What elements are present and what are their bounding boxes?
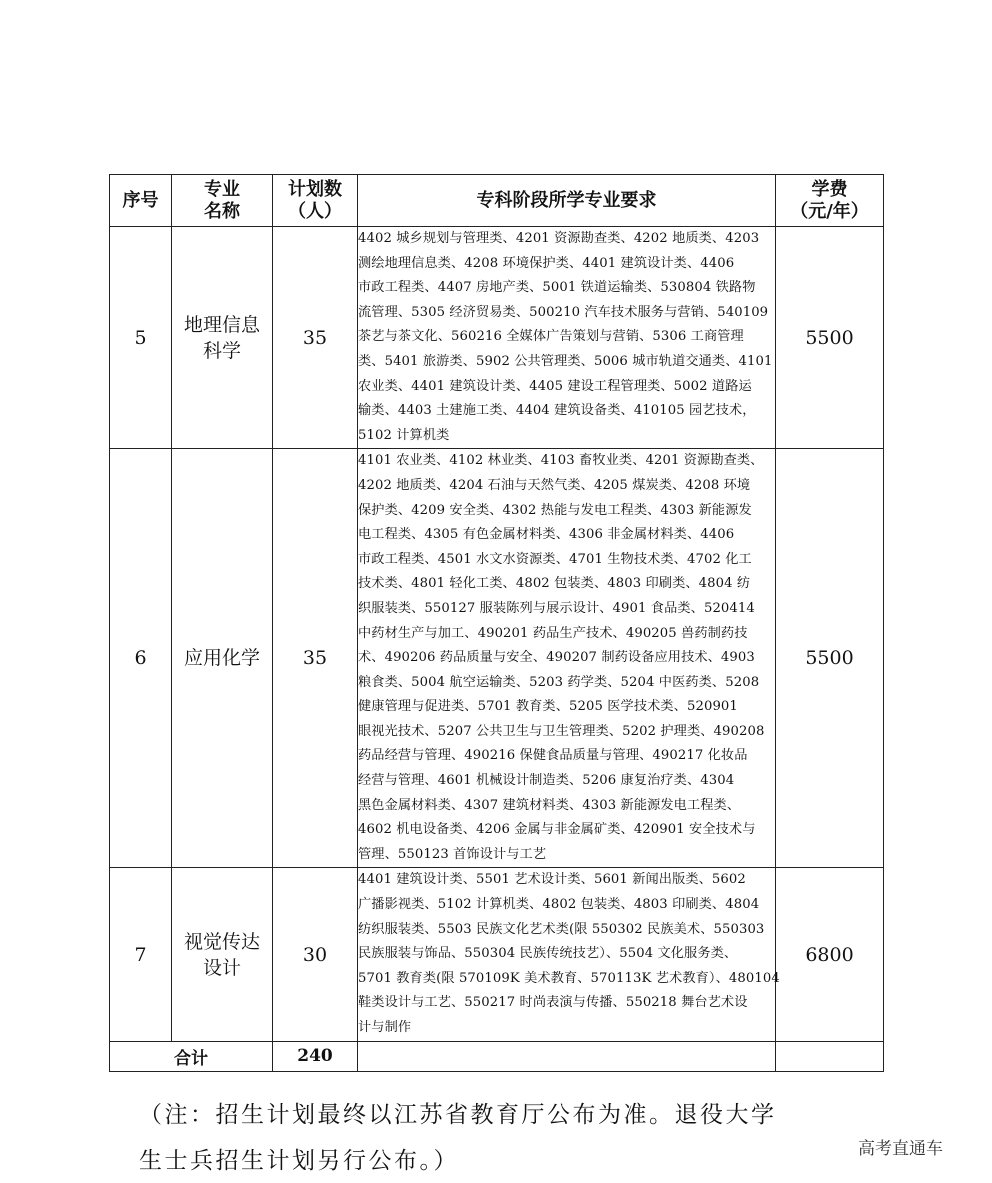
req-line: 4202 地质类、4204 石油与天然气类、4205 煤炭类、4208 环境 (358, 477, 751, 493)
req-line: 4101 农业类、4102 林业类、4103 畜牧业类、4201 资源勘查类、 (358, 453, 764, 469)
req-line: 技术类、4801 轻化工类、4802 包装类、4803 印刷类、4804 纺 (358, 576, 751, 592)
req-line: 输类、4403 土建施工类、4404 建筑设备类、410105 园艺技术， (358, 403, 756, 419)
req-line: 术、490206 药品质量与安全、490207 制药设备应用技术、4903 (358, 650, 755, 666)
row-major (172, 227, 273, 449)
table-row (110, 868, 884, 1041)
req-line: 计与制作 (358, 1020, 412, 1035)
row-no: 5 (110, 227, 172, 449)
table-row (110, 449, 884, 868)
row-major-line2: 科学 (202, 339, 241, 362)
req-line: 茶艺与茶文化、560216 全媒体广告策划与营销、5306 工商管理 (358, 329, 744, 345)
header-fee (776, 175, 884, 227)
header-major (172, 175, 273, 227)
note-line1: （注：招生计划最终以江苏省教育厅公布为准。退役大学 (139, 1102, 777, 1128)
header-major-line2: 名称 (204, 200, 240, 222)
req-line: 4401 建筑设计类、5501 艺术设计类、5601 新闻出版类、5602 (358, 872, 746, 888)
req-line: 4402 城乡规划与管理类、4201 资源勘查类、4202 地质类、4203 (358, 231, 760, 246)
req-line: 4602 机电设备类、4206 金属与非金属矿类、420901 安全技术与 (358, 822, 756, 838)
req-line: 广播影视类、5102 计算机类、4802 包装类、4803 印刷类、4804 (358, 897, 760, 913)
req-line: 5102 计算机类 (358, 427, 450, 443)
row-major-line1: 视觉传达 (183, 930, 260, 953)
note-line2: 生士兵招生计划另行公布。） (139, 1148, 459, 1174)
header-fee-line1: 学费 (811, 178, 848, 200)
row-major-line2: 设计 (202, 956, 241, 979)
req-line: 市政工程类、4407 房地产类、5001 铁道运输类、530804 铁路物 (358, 280, 756, 296)
row-requirements (358, 868, 780, 1041)
req-line: 市政工程类、4501 水文水资源类、4701 生物技术类、4702 化工 (358, 551, 752, 567)
row-major (172, 868, 273, 1041)
row-plan: 35 (273, 449, 358, 868)
table-row (110, 227, 884, 449)
req-line: 眼视光技术、5207 公共卫生与卫生管理类、5202 护理类、490208 (358, 723, 765, 739)
total-empty-cell (776, 1041, 884, 1071)
row-no: 7 (110, 868, 172, 1041)
header-requirement: 专科阶段所学专业要求 (358, 175, 776, 227)
header-plan (273, 175, 358, 227)
total-row (110, 1041, 884, 1071)
req-line: 管理、550123 首饰设计与工艺 (358, 846, 547, 862)
req-line: 黑色金属材料类、4307 建筑材料类、4303 新能源发电工程类、 (358, 797, 741, 813)
total-label: 合计 (110, 1041, 273, 1071)
row-requirements (358, 227, 776, 449)
req-line: 流管理、5305 经济贸易类、500210 汽车技术服务与营销、540109 (358, 304, 769, 320)
row-fee: 6800 (776, 868, 884, 1041)
req-line: 织服装类、550127 服装陈列与展示设计、4901 食品类、520414 (358, 600, 755, 616)
enrollment-plan-table (109, 174, 884, 1072)
req-line: 药品经营与管理、490216 保健食品质量与管理、490217 化妆品 (358, 748, 748, 764)
total-empty-cell (358, 1041, 776, 1071)
row-major-line1: 地理信息 (183, 313, 260, 336)
total-value: 240 (273, 1041, 358, 1071)
req-line: 经营与管理、4601 机械设计制造类、5206 康复治疗类、4304 (358, 773, 735, 789)
req-line: 粮食类、5004 航空运输类、5203 药学类、5204 中医药类、5208 (358, 674, 760, 690)
header-no: 序号 (110, 175, 172, 227)
watermark: 高考直通车 (858, 1139, 943, 1159)
row-major (172, 449, 273, 868)
req-line: 5701 教育类(限 570109K 美术教育、570113K 艺术教育）、480104 (358, 970, 780, 986)
req-line: 健康管理与促进类、5701 教育类、5205 医学技术类、520901 (358, 699, 738, 715)
row-requirements (358, 449, 776, 868)
row-plan: 35 (273, 227, 358, 449)
header-fee-line2: （元/年） (790, 200, 869, 222)
row-fee: 5500 (776, 449, 884, 868)
header-major-line1: 专业 (204, 178, 240, 200)
req-line: 农业类、4401 建筑设计类、4405 建设工程管理类、5002 道路运 (358, 378, 752, 394)
req-line: 电工程类、4305 有色金属材料类、4306 非金属材料类、4406 (358, 527, 735, 543)
row-no: 6 (110, 449, 172, 868)
req-line: 测绘地理信息类、4208 环境保护类、4401 建筑设计类、4406 (358, 255, 735, 271)
header-plan-line1: 计划数 (288, 178, 342, 200)
table-header-row (110, 175, 884, 227)
row-major-line1: 应用化学 (183, 647, 260, 670)
header-plan-line2: （人） (288, 200, 342, 222)
req-line: 鞋类设计与工艺、550217 时尚表演与传播、550218 舞台艺术设 (358, 995, 748, 1011)
req-line: 纺织服装类、5503 民族文化艺术类(限 550302 民族美术、550303 (358, 921, 765, 937)
row-fee: 5500 (776, 227, 884, 449)
row-plan: 30 (273, 868, 358, 1041)
req-line: 中药材生产与加工、490201 药品生产技术、490205 兽药制药技 (358, 625, 748, 641)
req-line: 保护类、4209 安全类、4302 热能与发电工程类、4303 新能源发 (358, 502, 752, 518)
req-line: 类、5401 旅游类、5902 公共管理类、5006 城市轨道交通类、4101 (358, 353, 773, 369)
req-line: 民族服装与饰品、550304 民族传统技艺）、5504 文化服务类、 (358, 946, 738, 962)
